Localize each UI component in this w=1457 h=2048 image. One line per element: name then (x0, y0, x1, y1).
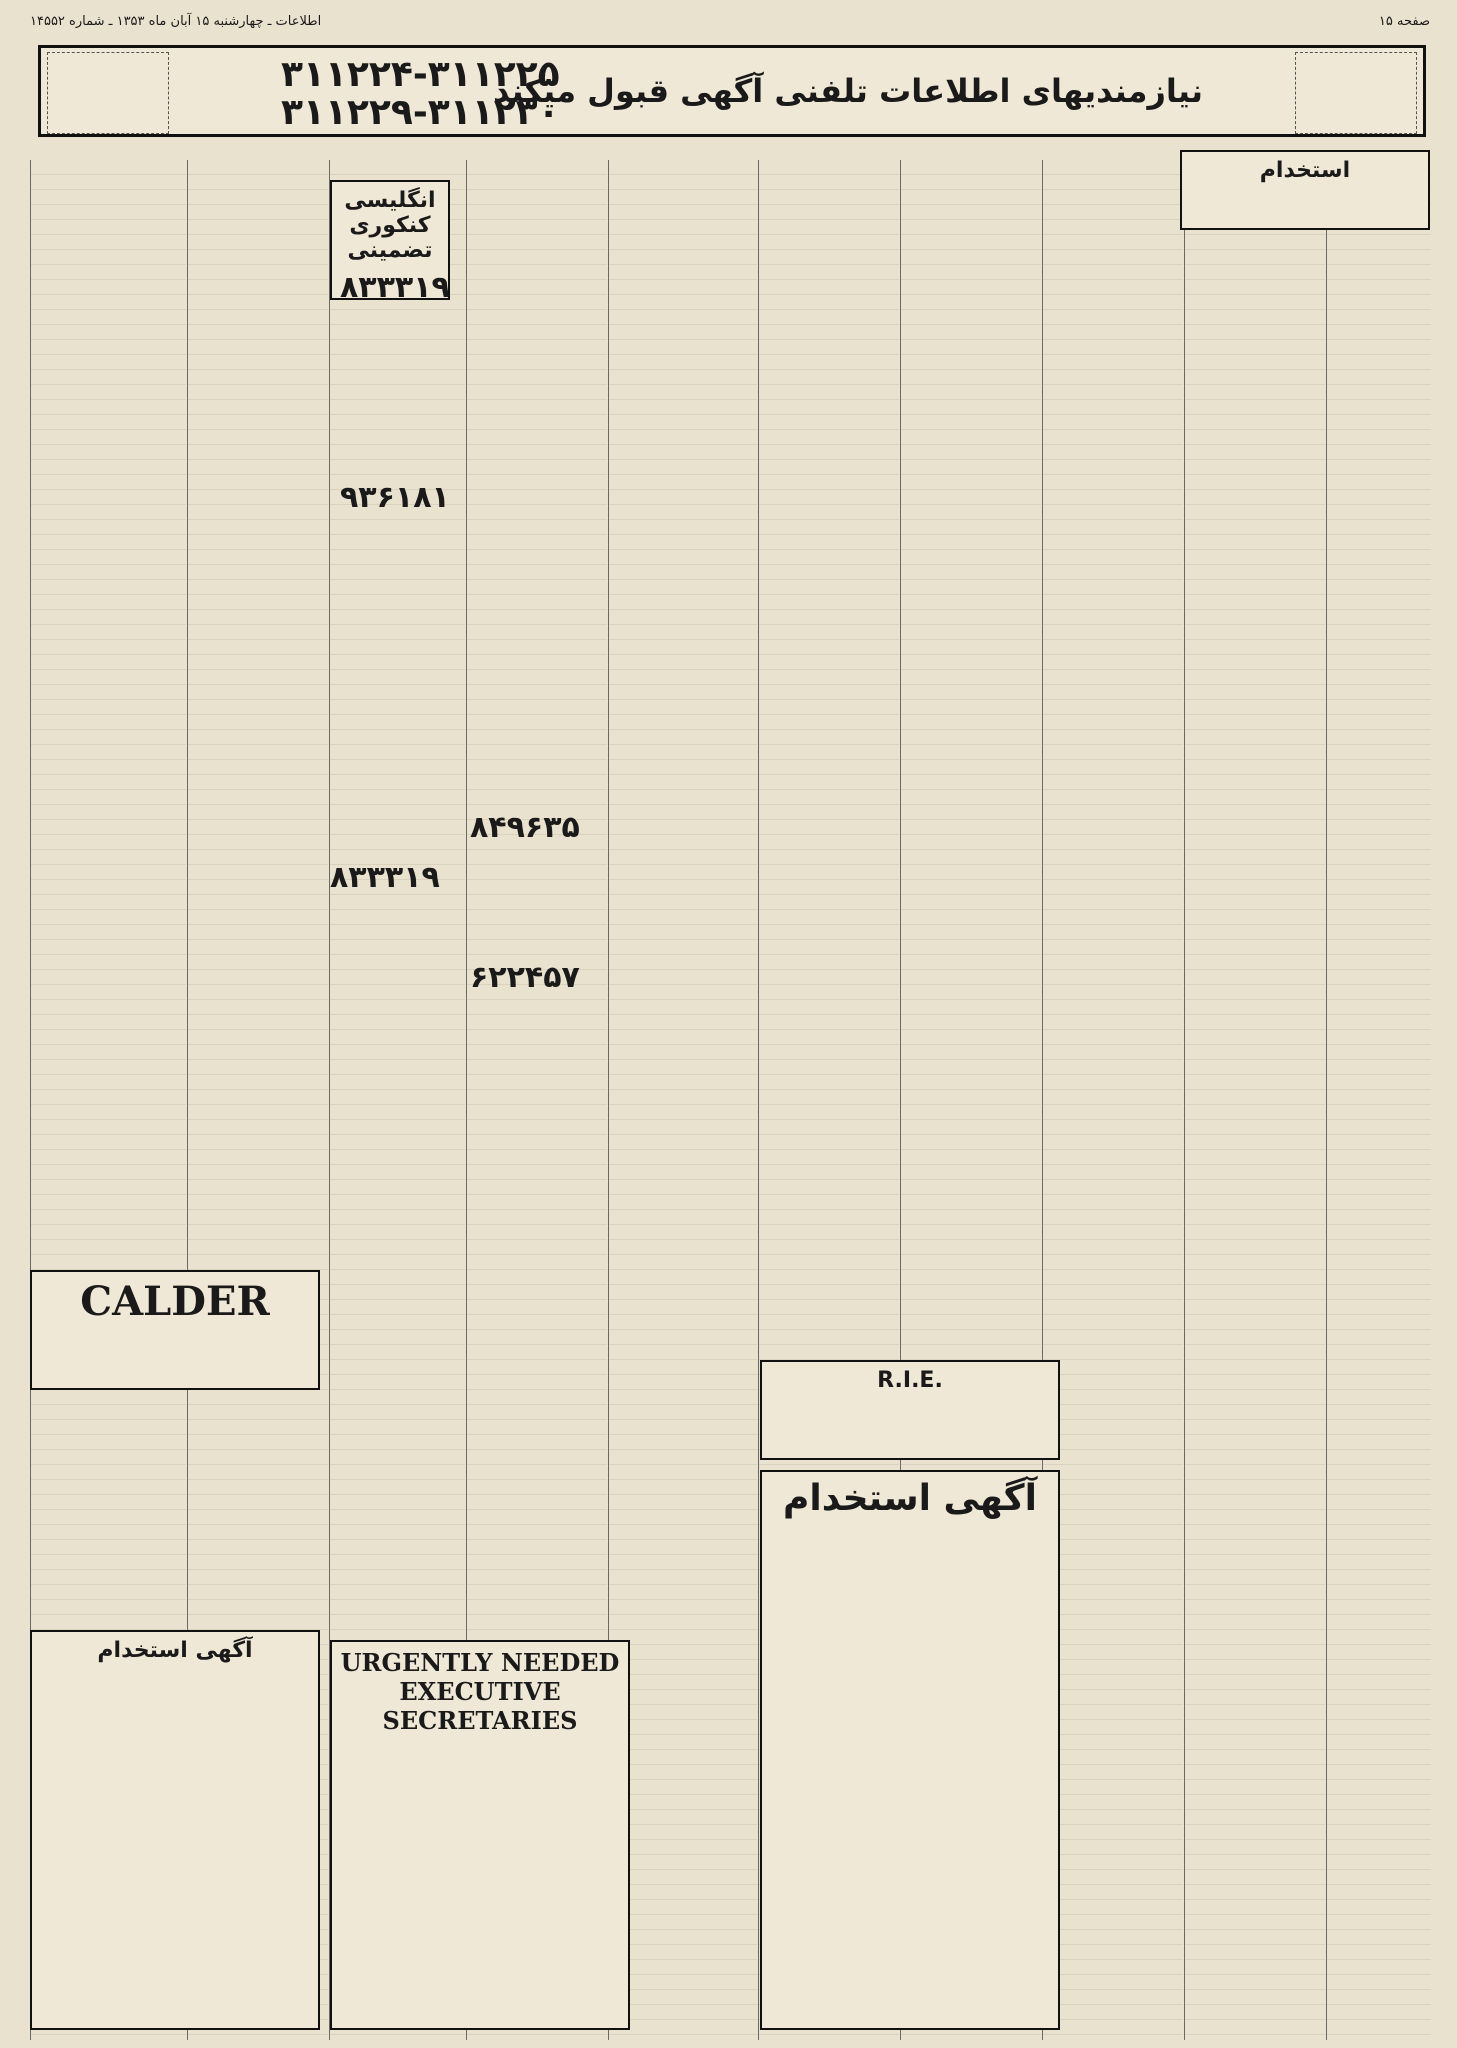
issue-line: اطلاعات ـ چهارشنبه ۱۵ آبان ماه ۱۳۵۳ ـ شماره ۱۴۵۵۲ (30, 14, 322, 29)
people-illustration-icon (47, 52, 169, 134)
phone-622457: ۶۲۲۴۵۷ (470, 960, 580, 995)
family-illustration-icon (1295, 52, 1417, 134)
urgently-ad: URGENTLY NEEDED EXECUTIVE SECRETARIES (330, 1640, 630, 2030)
rie-logo: R.I.E. (877, 1368, 943, 1393)
ad-istekhdam-center: آگهی استخدام (760, 1470, 1060, 2030)
column (1184, 160, 1325, 2040)
estekhdam-heading-box: استخدام (1180, 150, 1430, 230)
column (1326, 160, 1431, 2040)
ad-istekhdam-left: آگهی استخدام (30, 1630, 320, 2030)
english-konkur-ad: انگلیسی کنکوری تضمینی (330, 180, 450, 300)
rie-ad (760, 1360, 1060, 1460)
phone-936181: ۹۳۶۱۸۱ (340, 480, 450, 515)
banner-phones-line1: ۳۱۱۲۲۴-۳۱۱۲۲۵ (281, 54, 560, 95)
phone-849635: ۸۴۹۶۳۵ (470, 810, 580, 845)
page-number: صفحه ۱۵ (1378, 14, 1430, 29)
page-header (30, 14, 1430, 34)
banner-phones (281, 56, 560, 132)
calder-ad: CALDER (30, 1270, 320, 1390)
classifieds-banner (38, 45, 1426, 137)
column (1042, 160, 1183, 2040)
column (608, 160, 757, 2040)
banner-title: نیازمندیهای اطلاعات تلفنی آگهی قبول میکند (493, 72, 1203, 110)
banner-phones-line2: ۳۱۱۲۲۹-۳۱۱۲۳۰ (281, 92, 560, 133)
classifieds-grid (30, 160, 1430, 2040)
phone-833319-b: ۸۳۳۳۱۹ (330, 860, 440, 895)
phone-833319: ۸۳۳۳۱۹ (340, 270, 450, 305)
